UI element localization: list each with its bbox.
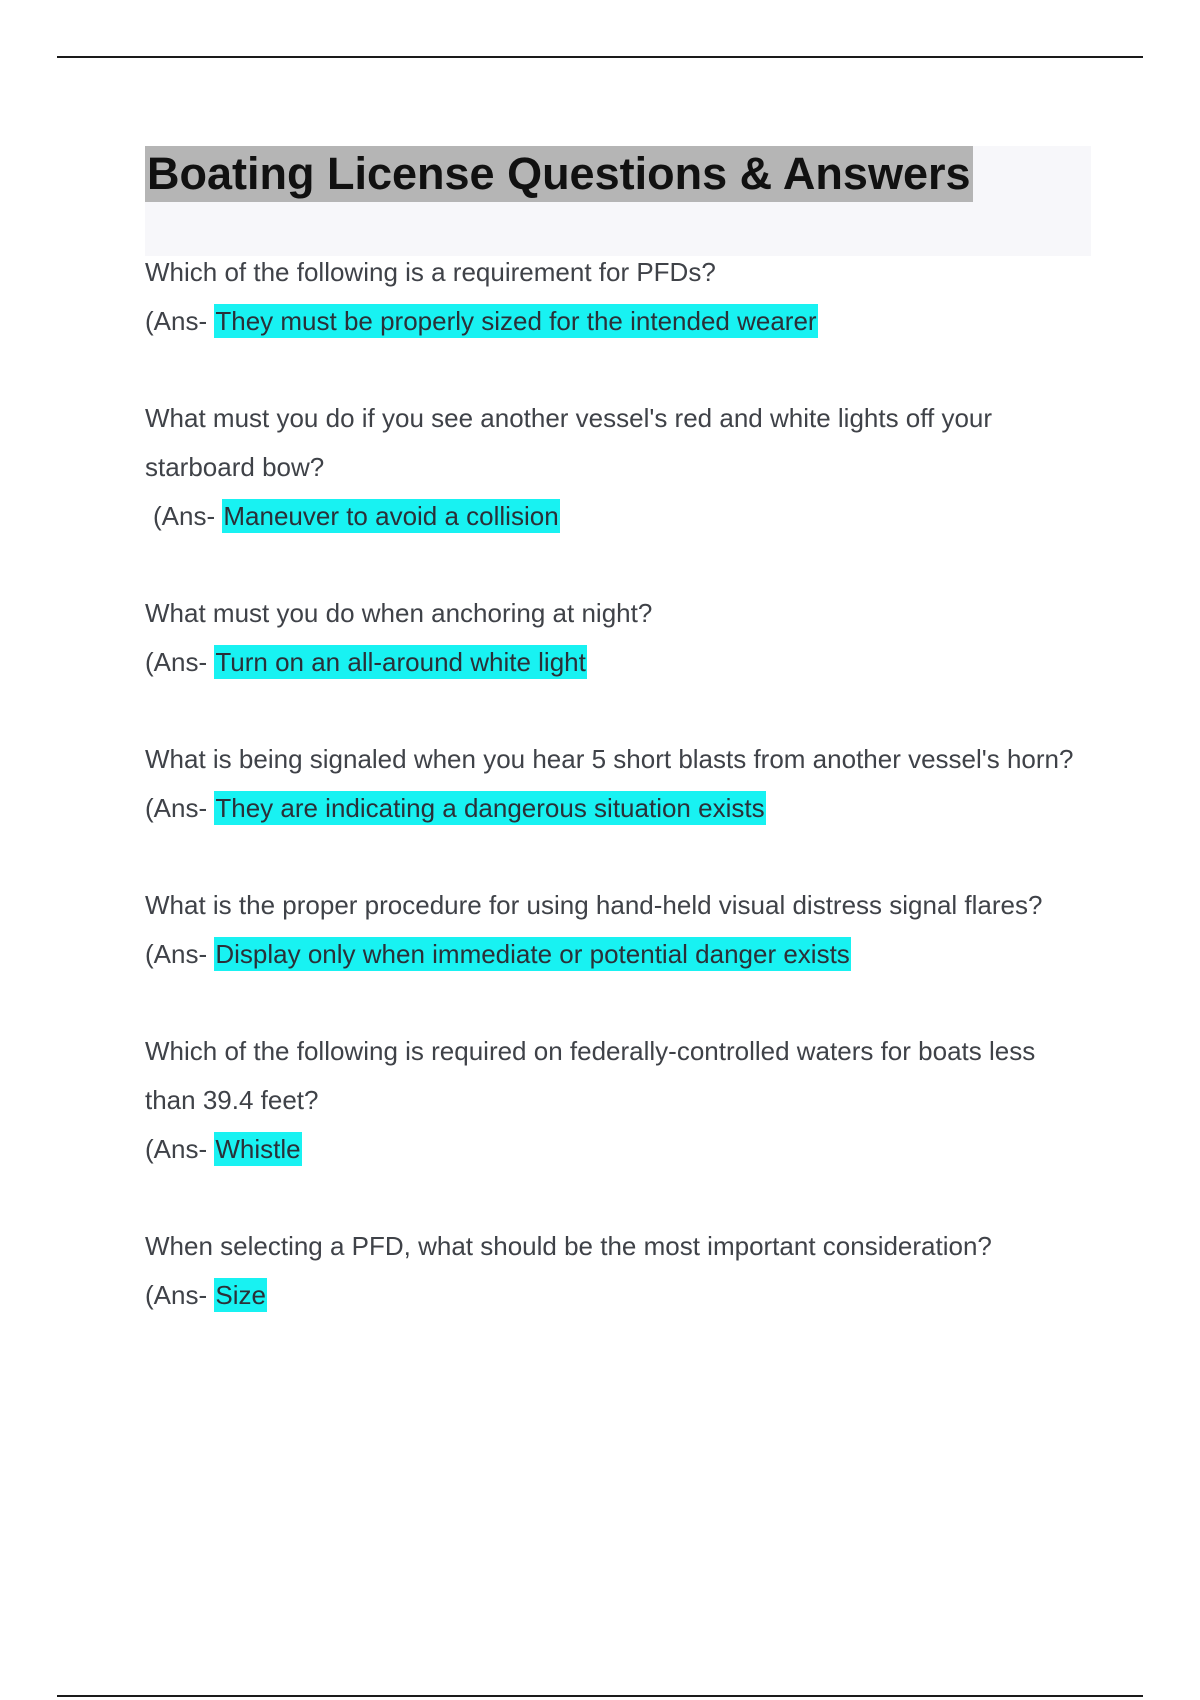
answer-text: Whistle bbox=[215, 1134, 301, 1164]
answer-text: Maneuver to avoid a collision bbox=[223, 501, 559, 531]
question-text: What must you do when anchoring at night? bbox=[145, 598, 653, 628]
qa-list bbox=[145, 248, 1095, 1368]
answer-line bbox=[145, 638, 1095, 687]
answer-prefix: (Ans- bbox=[145, 306, 208, 336]
answer-line bbox=[145, 1271, 1095, 1320]
page-title: Boating License Questions & Answers bbox=[145, 146, 973, 202]
answer-prefix: (Ans- bbox=[145, 939, 208, 969]
qa-item bbox=[145, 1222, 1095, 1320]
answer-prefix: (Ans- bbox=[145, 1134, 208, 1164]
answer-line bbox=[145, 1125, 1095, 1174]
answer-line bbox=[145, 930, 1095, 979]
header-rule bbox=[57, 56, 1143, 58]
answer-text: Turn on an all-around white light bbox=[215, 647, 586, 677]
question-text: What is being signaled when you hear 5 short blasts from another vessel's horn? bbox=[145, 744, 1074, 774]
qa-item bbox=[145, 1027, 1095, 1174]
answer-prefix: (Ans- bbox=[153, 501, 216, 531]
answer-prefix: (Ans- bbox=[145, 647, 208, 677]
answer-line bbox=[145, 784, 1095, 833]
answer-prefix: (Ans- bbox=[145, 1280, 208, 1310]
qa-item bbox=[145, 881, 1095, 979]
qa-item bbox=[145, 735, 1095, 833]
qa-item bbox=[145, 394, 1095, 541]
question-text: Which of the following is a requirement for PFDs? bbox=[145, 257, 716, 287]
footer-rule bbox=[57, 1695, 1143, 1697]
qa-item bbox=[145, 248, 1095, 346]
answer-text: They must be properly sized for the intended wearer bbox=[215, 306, 817, 336]
answer-text: They are indicating a dangerous situation exists bbox=[215, 793, 765, 823]
question-text: What must you do if you see another vessel's red and white lights off your starboard bow? bbox=[145, 403, 993, 482]
answer-text: Display only when immediate or potential danger exists bbox=[215, 939, 850, 969]
qa-item bbox=[145, 589, 1095, 687]
question-text: What is the proper procedure for using hand-held visual distress signal flares? bbox=[145, 890, 1043, 920]
answer-prefix: (Ans- bbox=[145, 793, 208, 823]
answer-text: Size bbox=[215, 1280, 266, 1310]
answer-line bbox=[145, 492, 1095, 541]
question-text: When selecting a PFD, what should be the most important consideration? bbox=[145, 1231, 992, 1261]
question-text: Which of the following is required on federally-controlled waters for boats less than 39.4 feet? bbox=[145, 1036, 1036, 1115]
answer-line bbox=[145, 297, 1095, 346]
